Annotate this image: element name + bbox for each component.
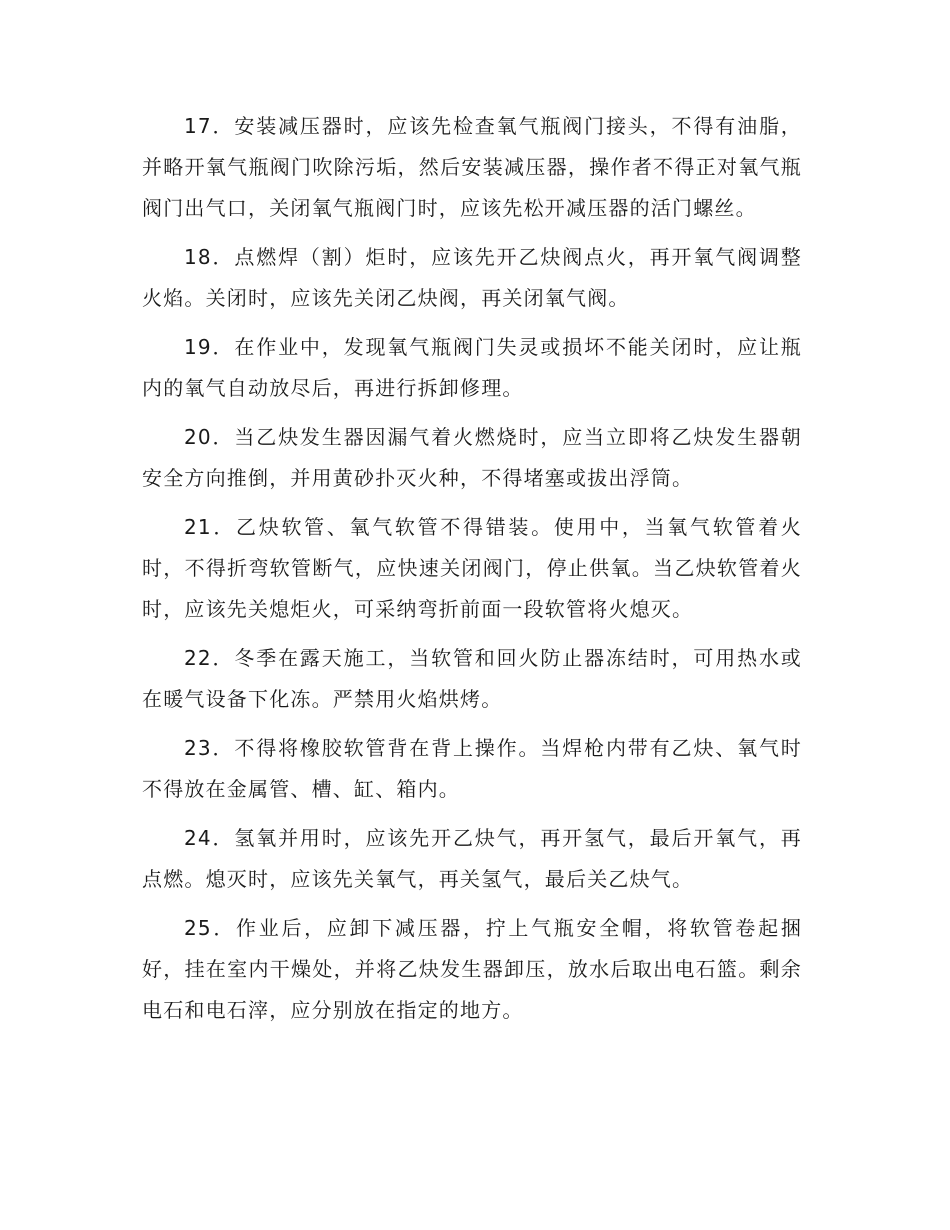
document-body [142,106,802,1039]
paragraph-item-22: 22．冬季在露天施工，当软管和回火防止器冻结时，可用热水或在暖气设备下化冻。严禁用火焰烘烤。 [142,646,802,711]
paragraph-item-18: 18．点燃焊（割）炬时，应该先开乙炔阀点火，再开氧气阀调整火焰。关闭时，应该先关闭乙炔阀，再关闭氧气阀。 [142,245,802,310]
paragraph-item-25: 25．作业后，应卸下减压器，拧上气瓶安全帽，将软管卷起捆好，挂在室内干燥处，并将乙炔发生器卸压，放水后取出电石篮。剩余电石和电石滓，应分别放在指定的地方。 [142,916,802,1022]
paragraph-item-20: 20．当乙炔发生器因漏气着火燃烧时，应当立即将乙炔发生器朝安全方向推倒，并用黄砂扑灭火种，不得堵塞或拔出浮筒。 [142,425,802,490]
paragraph-item-21: 21．乙炔软管、氧气软管不得错装。使用中，当氧气软管着火时，不得折弯软管断气，应快速关闭阀门，停止供氧。当乙炔软管着火时，应该先关熄炬火，可采纳弯折前面一段软管将火熄灭。 [142,515,802,621]
paragraph-item-23: 23．不得将橡胶软管背在背上操作。当焊枪内带有乙炔、氧气时不得放在金属管、槽、缸、箱内。 [142,736,802,801]
paragraph-item-17: 17．安装减压器时，应该先检查氧气瓶阀门接头，不得有油脂，并略开氧气瓶阀门吹除污垢，然后安装减压器，操作者不得正对氧气瓶阀门出气口，关闭氧气瓶阀门时，应该先松开减压器的活门螺丝。 [142,114,802,220]
paragraph-item-19: 19．在作业中，发现氧气瓶阀门失灵或损坏不能关闭时，应让瓶内的氧气自动放尽后，再进行拆卸修理。 [142,335,802,400]
paragraph-item-24: 24．氢氧并用时，应该先开乙炔气，再开氢气，最后开氧气，再点燃。熄灭时，应该先关氧气，再关氢气，最后关乙炔气。 [142,826,802,891]
